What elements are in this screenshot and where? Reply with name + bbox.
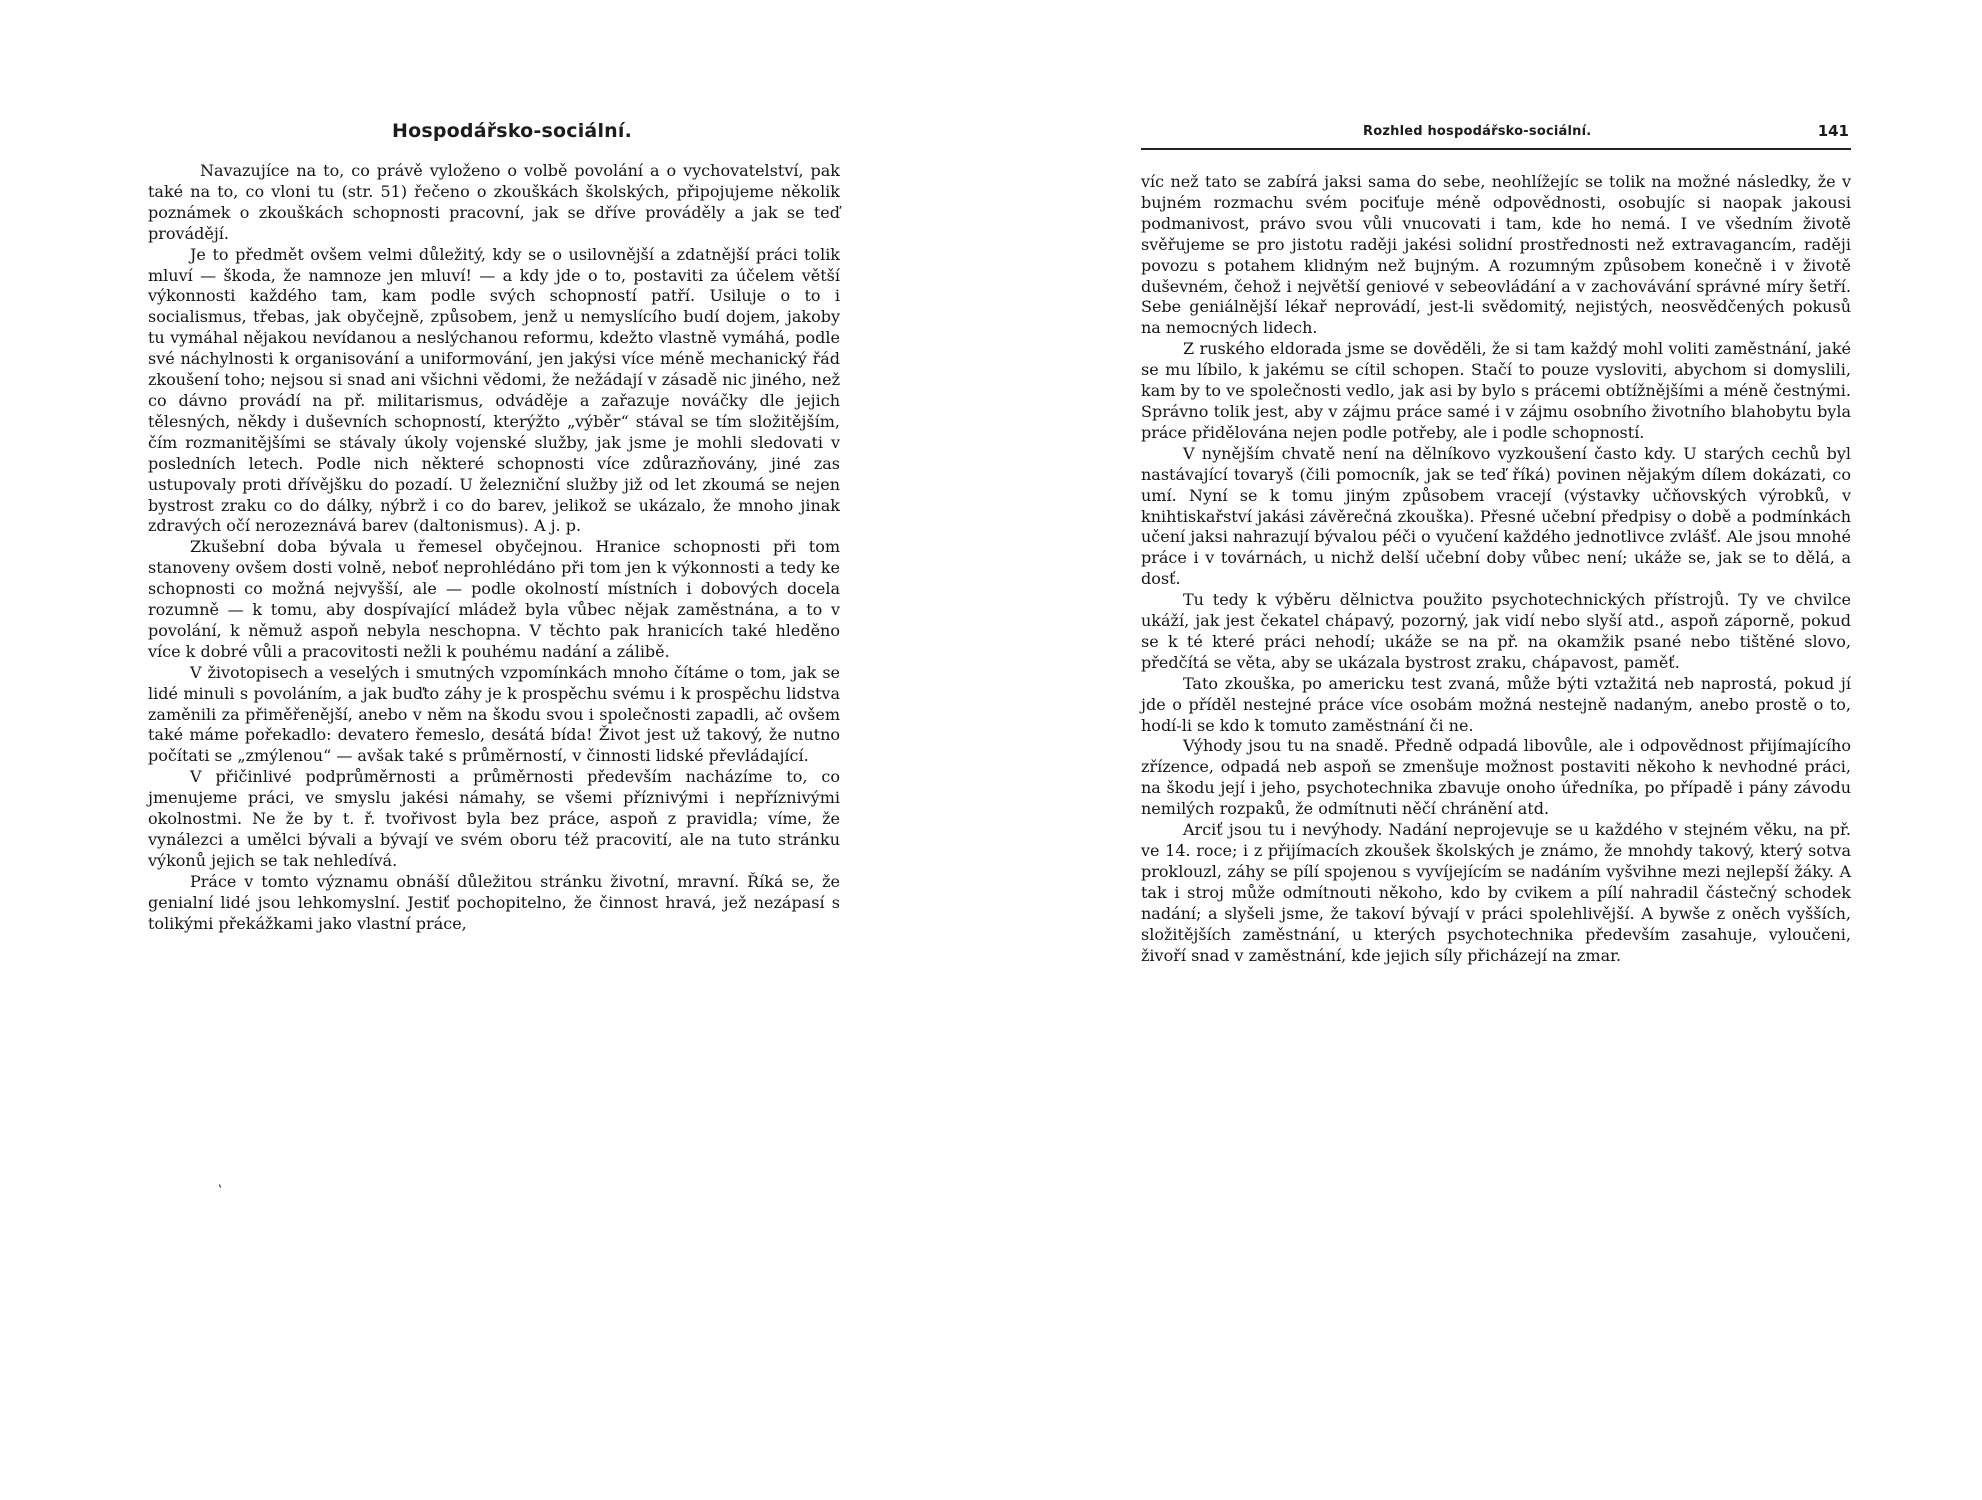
paragraph: V přičinlivé podprůměrnosti a průměrnosti především nacházíme to, co jmenujeme práci, ve smyslu jakési námahy, se všemi příznivými i nepříznivými okolnostmi. Ne že by t. ř. tvořivost byla bez práce, aspoň z pravidla; víme, že vynálezci a umělci bývali a bývají ve svém oboru též pracovití, ale na tuto stránku výkonů jejich se tak nehledívá.	[148, 767, 840, 870]
running-header-right	[1141, 122, 1851, 150]
left-page-body	[148, 161, 840, 935]
running-header-left: Hospodářsko-sociální.	[392, 120, 633, 142]
paragraph: V nynějším chvatě není na dělníkovo vyzkoušení často kdy. U starých cechů byl nastávající tovaryš (čili pomocník, jak se teď říká) povinen nějakým dílem dokázati, co umí. Nyní se k tomu jiným způsobem vracejí (výstavky učňovských výrobků, v knihtiskařství jakási závěrečná zkouška). Přesné učební předpisy o době a podmínkách učení jaksi nahrazují bývalou péči o vyučení každého jednotlivce zvlášť. Ale jsou mnohé práce i v továrnách, u nichž delší učební doby vůbec není; ukáže se, jak se to dělá, a dosť.	[1141, 443, 1851, 589]
running-header-title: Rozhled hospodářsko-sociální.	[1363, 124, 1592, 139]
right-page-body	[1141, 172, 1851, 966]
paragraph: Je to předmět ovšem velmi důležitý, kdy se o usilovnější a zdatnější práci tolik mluví — škoda, že namnoze jen mluví! — a kdy jde o to, postaviti za účelem větší výkonnosti každého tam, kam podle svých schopností patří. Usiluje o to i socialismus, třebas, jak obyčejně, způsobem, jenž u nemyslícího budí dojem, jakoby tu vymáhal nějakou nevídanou a neslýchanou reformu, kdežto vlastně vymáhá, podle své náchylnosti k organisování a uniformování, jen jakýsi více méně mechanický řád zkoušení toho; nejsou si snad ani všichni vědomi, že nežádají v zásadě nic jiného, než co dávno provádí na př. militarismus, odváděje a zařazuje nováčky dle jejich tělesných, někdy i duševních schopností, kterýžto „výběr“ stával se tím složitějším, čím rozmanitějšími se stávaly úkoly vojenské služby, jak jsme je mohli sledovati v posledních letech. Podle nich některé schopnosti více zdůrazňovány, jiné zas ustupovaly proti dřívějšku do pozadí. U železniční služby již od let zkoumá se nejen bystrost zraku co do dálky, nýbrž i co do barev, jelikož se ukázalo, že mnoho jinak zdravých očí nerozeznává barev (daltonismus). A j. p.	[148, 244, 840, 536]
paragraph: Z ruského eldorada jsme se dověděli, že si tam každý mohl voliti zaměstnání, jaké se mu líbilo, k jakému se cítil schopen. Stačí to pouze vysloviti, abychom si domyslili, kam by to ve společnosti vedlo, jak asi by bylo s prácemi obtížnějšími a méně čestnými. Správno tolik jest, aby v zájmu práce samé i v zájmu osobního životního blahobytu byla práce přidělována nejen podle potřeby, ale i podle schopností.	[1141, 339, 1851, 442]
page-number: 141	[1817, 122, 1849, 140]
paragraph: víc než tato se zabírá jaksi sama do sebe, neohlížejíc se tolik na možné následky, že v bujném rozmachu svém pociťuje méně odpovědnosti, osobujíc si naopak jakousi podmanivost, právo svou vůli vnucovati i tam, kde ho nemá. I ve všedním životě svěřujeme se pro jistotu raději jakési solidní prostřednosti než extravagancím, raději povozu s potahem klidným než bujným. A rozumným způsobem konečně i v životě duševném, čehož i největší geniové v sebeovládání a v zachovávání správné míry šetří. Sebe geniálnější lékař neprovádí, jest-li svědomitý, nejistých, neosvědčených pokusů na nemocných lidech.	[1141, 172, 1851, 338]
paragraph: Výhody jsou tu na snadě. Předně odpadá libovůle, ale i odpovědnost přijímajícího zřízence, odpadá neb aspoň se zmenšuje možnost postaviti někoho k nevhodné práci, na škodu její i jeho, psychotechnika zbavuje onoho úředníka, po případě i pány závodu nemilých rozpaků, že odmítnuti něčí chránění atd.	[1141, 736, 1851, 819]
paragraph: Zkušební doba bývala u řemesel obyčejnou. Hranice schopnosti při tom stanoveny ovšem dosti volně, neboť neprohlédáno při tom jen k výkonnosti a tedy ke schopnosti co možná nejvyšší, ale — podle okolností místních i dobových docela rozumně — k tomu, aby dospívající mládež byla vůbec nějak zaměstnána, a to v povolání, k němuž aspoň nebyla neschopna. V těchto pak hranicích také hleděno více k dobré vůli a pracovitosti nežli k pouhému nadání a zálibě.	[148, 537, 840, 661]
paragraph: Arciť jsou tu i nevýhody. Nadání neprojevuje se u každého v stejném věku, na př. ve 14. roce; i z přijímacích zkoušek školských je známo, že mnohdy takový, který sotva proklouzl, záhy se pílí spojenou s vyvíjejícím se nadáním vyšvihne mezi nejlepší žáky. A tak i stroj může odmítnouti někoho, kdo by cvikem a pílí nahradil částečný schodek nadání; a slyšeli jsme, že takoví bývají v práci spolehlivější. A bywše z oněch vyšších, složitějších zaměstnání, u kterých psychotechnika především zasahuje, vyloučeni, živoří snad v zaměstnání, kde jejich síly přicházejí na zmar.	[1141, 820, 1851, 965]
paragraph: Práce v tomto významu obnáší důležitou stránku životní, mravní. Říká se, že genialní lidé jsou lehkomyslní. Jestiť pochopitelno, že činnost hravá, jež nezápasí s tolikými překážkami jako vlastní práce,	[148, 871, 840, 933]
stray-print-mark: ‛	[218, 1183, 223, 1199]
paragraph: Navazujíce na to, co právě vyloženo o volbě povolání a o vychovatelství, pak také na to, co vloni tu (str. 51) řečeno o zkouškách školských, připojujeme několik poznámek o zkouškách schopnosti pracovní, jak se dříve prováděly a jak se teď provádějí.	[148, 161, 840, 243]
paragraph: V životopisech a veselých i smutných vzpomínkách mnoho čítáme o tom, jak se lidé minuli s povoláním, a jak buďto záhy je k prospěchu svému i k prospěchu lidstva zaměnili za přiměřenější, anebo v něm na škodu svou i společnosti zapadli, ač ovšem také máme pořekadlo: devatero řemeslo, desátá bída! Život jest už takový, že nutno počítati se „zmýlenou“ — avšak také s průměrností, v činnosti lidské převládající.	[148, 662, 840, 766]
paragraph: Tato zkouška, po americku test zvaná, může býti vztažitá neb naprostá, pokud jí jde o příděl nestejné práce více osobám možná nestejně nadaným, anebo prostě o to, hodí-li se kdo k tomuto zaměstnání či ne.	[1141, 673, 1851, 735]
paragraph: Tu tedy k výběru dělnictva použito psychotechnických přístrojů. Ty ve chvilce ukáží, jak jest čekatel chápavý, pozorný, jak vidí nebo slyší atd., aspoň záporně, pokud se k té které práci nehodí; ukáže se na př. na okamžik psané nebo tištěné slovo, předčítá se věta, aby se ukázala bystrost zraku, chápavost, paměť.	[1141, 590, 1851, 672]
right-page	[991, 0, 1982, 1500]
